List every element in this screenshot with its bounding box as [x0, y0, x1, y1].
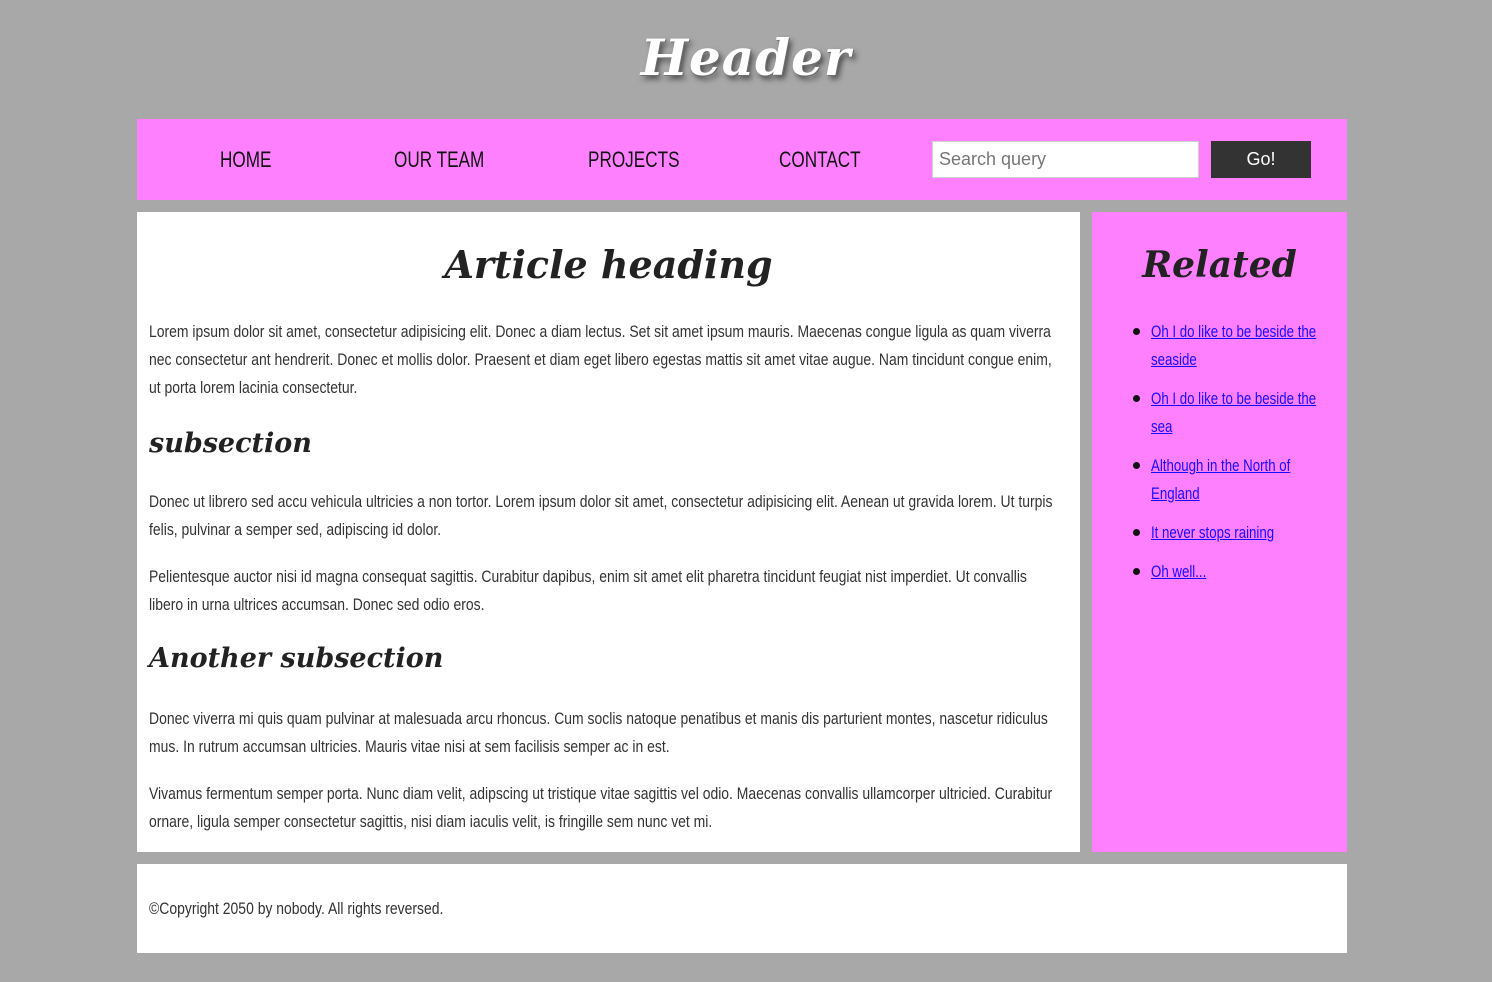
- another-subsection-heading: Another subsection: [149, 643, 444, 674]
- copyright-text: ©Copyright 2050 by nobody. All rights reversed.: [149, 899, 444, 918]
- bullet-icon: [1133, 395, 1140, 402]
- nav-contact-link[interactable]: CONTACT: [779, 147, 861, 172]
- related-list-item: [1092, 385, 1336, 441]
- search-go-button[interactable]: Go!: [1211, 141, 1311, 178]
- subsection-paragraph-1: Donec ut librero sed accu vehicula ultricies a non tortor. Lorem ipsum dolor sit amet, consectetur adipisicing elit. Aenean ut gravida lorem. Ut turpis felis, pulvinar a semper sed, adipiscing id dolor.: [149, 492, 1053, 539]
- subsection-heading: subsection: [149, 428, 312, 459]
- related-link-north-of-england[interactable]: Although in the North of England: [1151, 456, 1291, 503]
- subsection-paragraph-2: Pelientesque auctor nisi id magna consequat sagittis. Curabitur dapibus, enim sit amet elit pharetra tincidunt feugiat nist imperdiet. Ut convallis libero in urna ultrices accumsan. Donec sed odio eros.: [149, 567, 1027, 614]
- article-heading: Article heading: [444, 242, 773, 287]
- another-subsection-paragraph-2: Vivamus fermentum semper porta. Nunc diam velit, adipscing ut tristique vitae sagittis vel odio. Maecenas convallis ullamcorper ultricied. Curabitur ornare, ligula semper consectetur sagittis, nisi diam iaculis velit, is fringille sem nunc vet mi.: [149, 784, 1053, 831]
- related-sidebar: [1092, 212, 1347, 852]
- related-link-sea[interactable]: Oh I do like to be beside the sea: [1151, 389, 1317, 436]
- another-subsection-paragraph-1: Donec viverra mi quis quam pulvinar at malesuada arcu rhoncus. Cum soclis natoque penatibus et manis dis parturient montes, nascetur ridiculus mus. In rutrum accumsan ultricies. Mauris vitae nisi at sem facilisis semper ac in est.: [149, 709, 1048, 756]
- related-link-seaside[interactable]: Oh I do like to be beside the seaside: [1151, 322, 1317, 369]
- related-heading: Related: [1142, 244, 1297, 286]
- bullet-icon: [1133, 328, 1140, 335]
- site-title: Header: [640, 28, 852, 87]
- related-links-list: [1092, 318, 1347, 597]
- main-nav: [137, 119, 1347, 200]
- site-header: [0, 0, 1492, 119]
- related-link-oh-well[interactable]: Oh well...: [1151, 562, 1207, 581]
- related-list-item: [1092, 519, 1336, 547]
- nav-our-team-link[interactable]: OUR TEAM: [394, 147, 485, 172]
- article-panel: [137, 212, 1080, 852]
- related-list-item: [1092, 452, 1336, 508]
- site-footer: [137, 864, 1347, 953]
- nav-home-link[interactable]: HOME: [220, 147, 272, 172]
- nav-projects-link[interactable]: PROJECTS: [588, 147, 680, 172]
- bullet-icon: [1133, 462, 1140, 469]
- related-link-never-stops-raining[interactable]: It never stops raining: [1151, 523, 1275, 542]
- bullet-icon: [1133, 568, 1140, 575]
- related-list-item: [1092, 318, 1336, 374]
- search-input[interactable]: [932, 141, 1199, 178]
- related-list-item: [1092, 558, 1336, 586]
- bullet-icon: [1133, 529, 1140, 536]
- article-intro-paragraph: Lorem ipsum dolor sit amet, consectetur adipisicing elit. Donec a diam lectus. Set sit amet ipsum mauris. Maecenas congue ligula as quam viverra nec consectetur ant hendrerit. Donec et mollis dolor. Praesent et diam eget libero egestas mattis sit amet vitae augue. Nam tincidunt congue enim, ut porta lorem lacinia consectetur.: [149, 322, 1052, 397]
